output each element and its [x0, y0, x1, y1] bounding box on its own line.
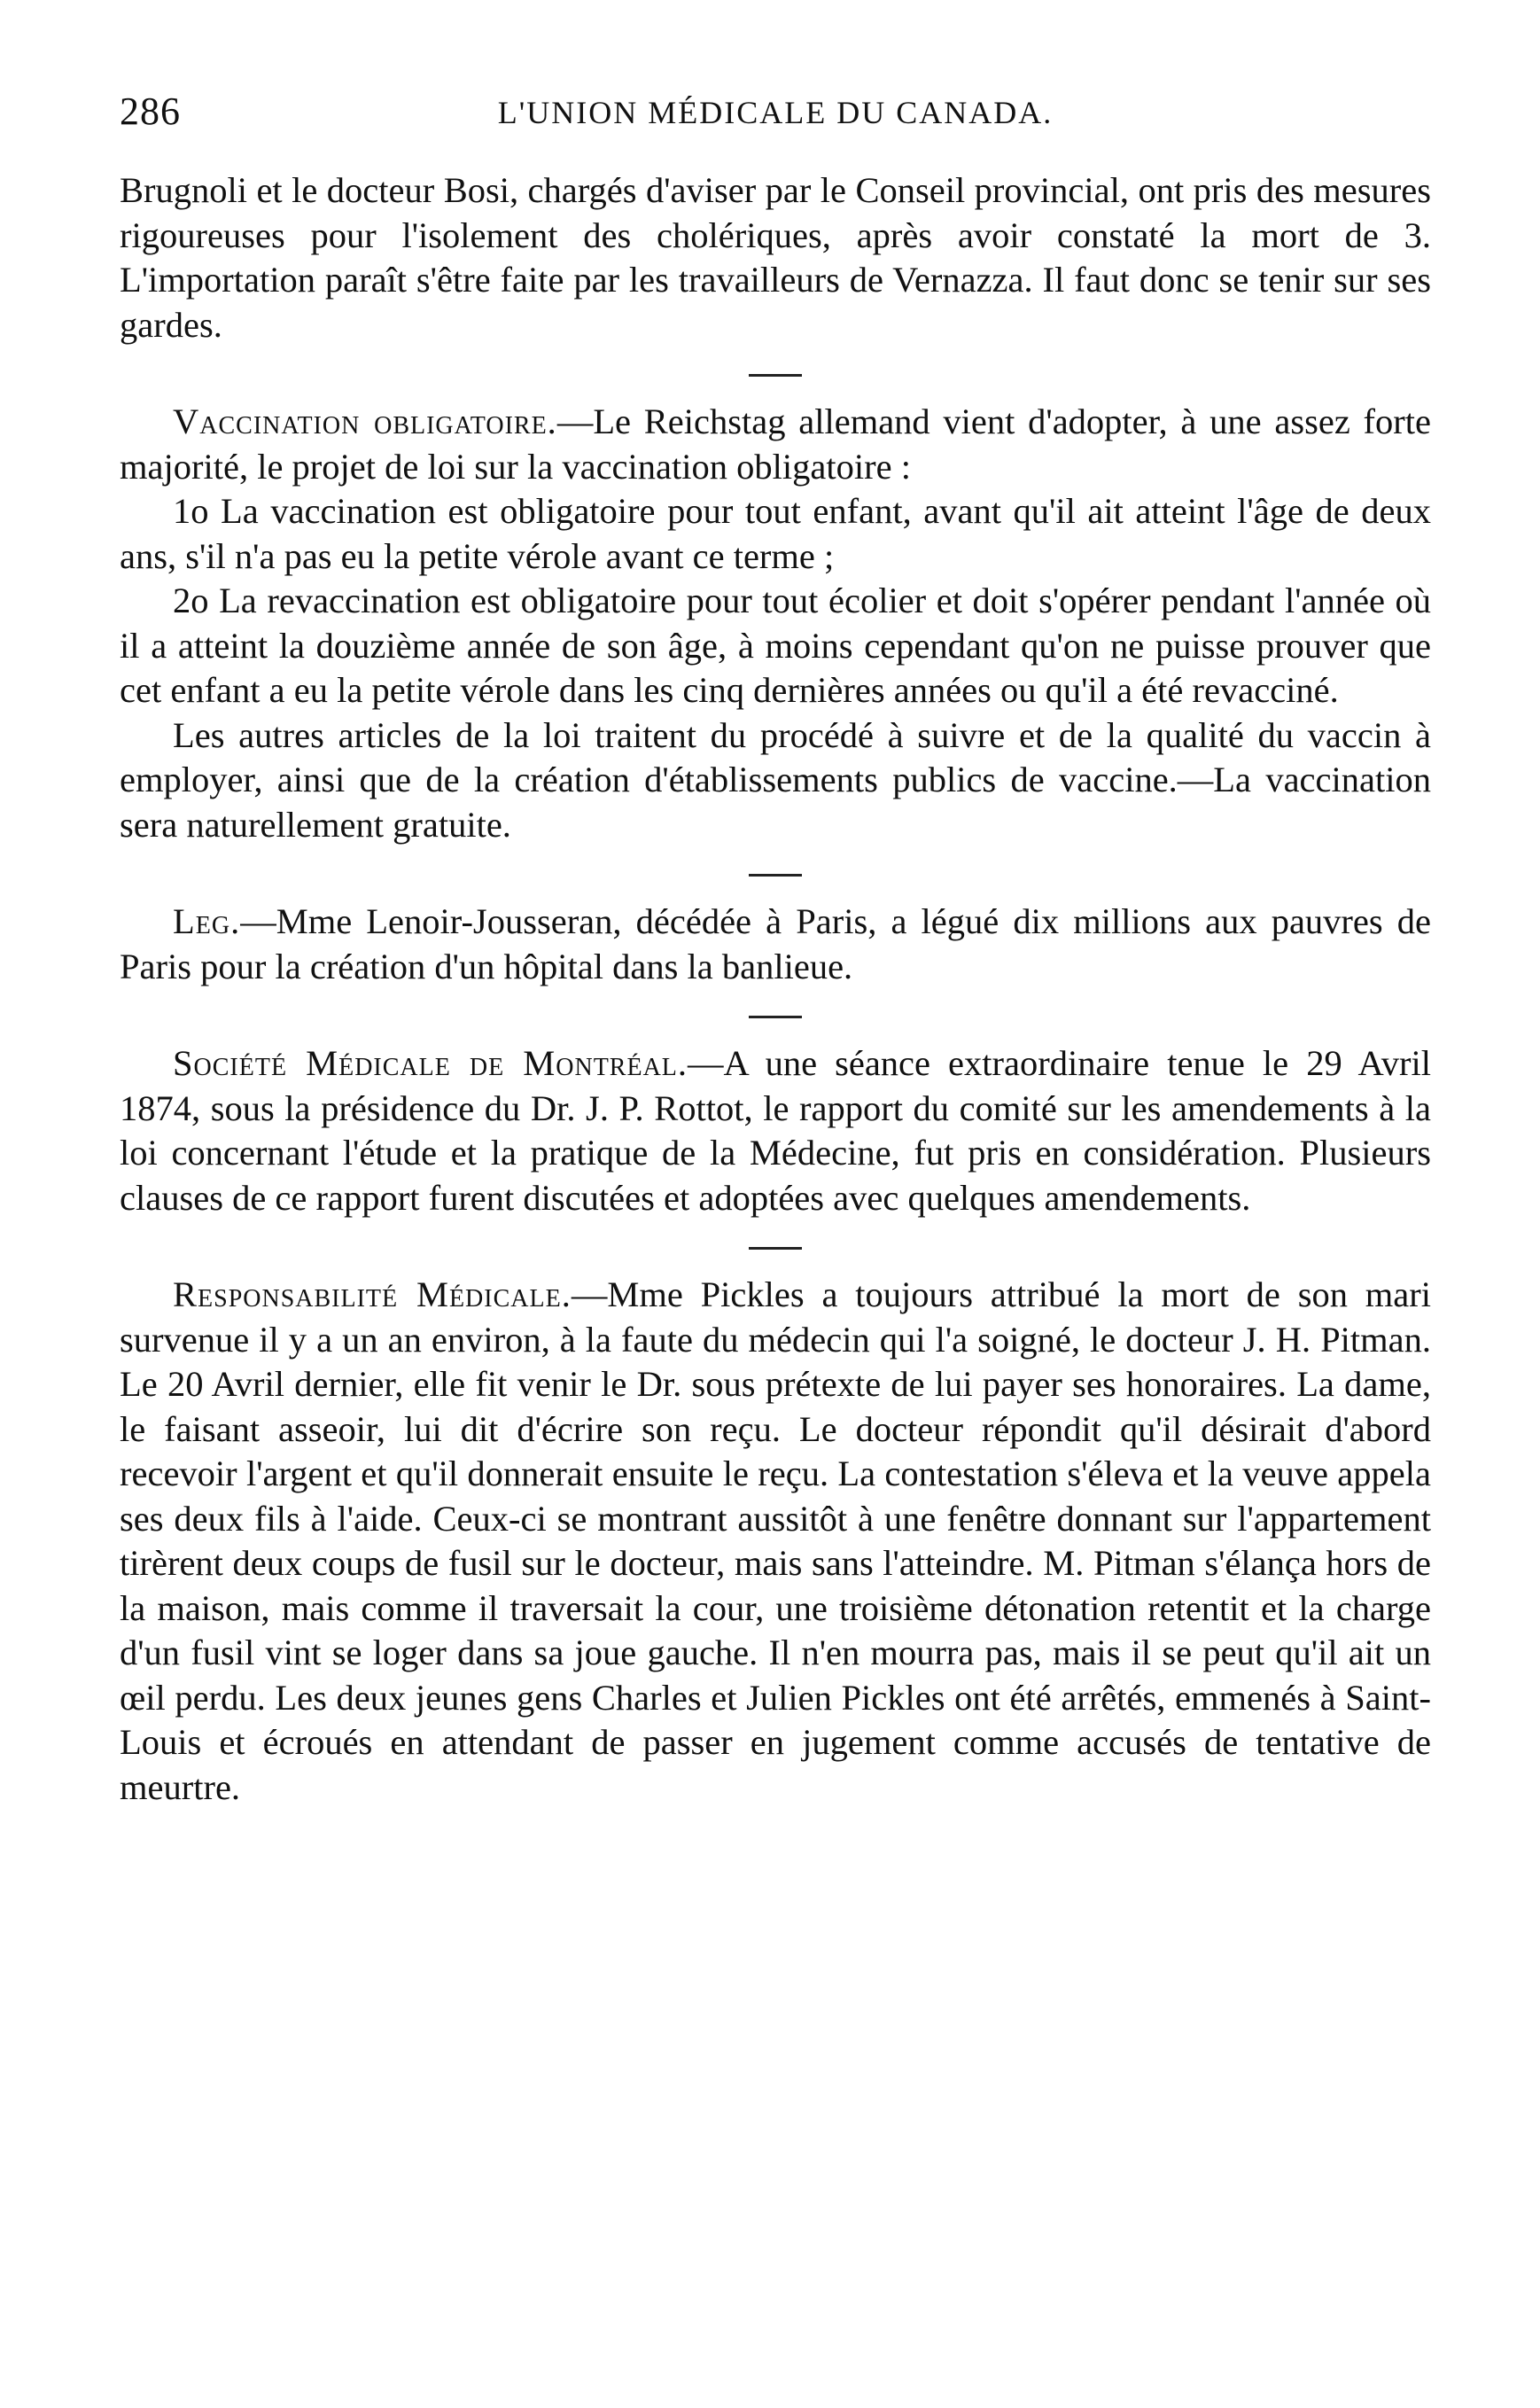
article-heading: Société Médicale de Montréal.	[173, 1043, 688, 1083]
journal-title: L'UNION MÉDICALE DU CANADA.	[497, 95, 1054, 130]
article-lead-text: —Mme Pickles a toujours attribué la mort de son mari survenue il y a un an environ, à la faute du médecin qui l'a soigné, le docteur J. H. Pitman. Le 20 Avril dernier, elle fit venir le Dr. sous prétexte de lui payer ses honoraires. La dame, le faisant asseoir, lui dit d'écrire son reçu. Le docteur répondit qu'il désirait d'abord recevoir l'argent et qu'il donnerait ensuite le reçu. La contestation s'éleva et la veuve appela ses deux fils à l'aide. Ceux-ci se montrant aussitôt à une fenêtre donnant sur l'appartement tirèrent deux coups de fusil sur le docteur, mais sans l'atteindre. M. Pitman s'élança hors de la maison, mais comme il traversait la cour, une troisième détonation retentit et la charge d'un fusil vint se loger dans sa joue gauche. Il n'en mourra pas, mais il se peut qu'il ait un œil perdu. Les deux jeunes gens Charles et Julien Pickles ont été arrêtés, emmenés à Saint-Louis et écroués en attendant de passer en jugement comme accusés de tentative de meurtre.	[120, 1274, 1431, 1807]
body-paragraph: 1o La vaccination est obligatoire pour tout enfant, avant qu'il ait atteint l'âge de deux ans, s'il n'a pas eu la petite vérole avant ce terme ;	[120, 491, 1431, 576]
article-heading: Leg.	[173, 901, 241, 941]
article-leg	[120, 900, 1431, 989]
article-lead-text: —Mme Lenoir-Jousseran, décédée à Paris, a légué dix millions aux pauvres de Paris pour la création d'un hôpital dans la banlieue.	[120, 901, 1431, 986]
article-vaccination	[120, 400, 1431, 847]
page-number: 286	[120, 90, 181, 133]
article-heading: Responsabilité Médicale.	[173, 1274, 572, 1314]
article-societe-medicale	[120, 1041, 1431, 1220]
section-separator	[749, 1016, 802, 1018]
section-separator	[749, 374, 802, 377]
article-lead-text: —A une séance extraordinaire tenue le 29 Avril 1874, sous la présidence du Dr. J. P. Rottot, le rapport du comité sur les amendements à la loi concernant l'étude et la pratique de la Médecine, fut pris en considération. Plusieurs clauses de ce rapport furent discutées et adoptées avec quelques amendements.	[120, 1043, 1431, 1218]
article-responsabilite-medicale	[120, 1273, 1431, 1810]
article-lead-paragraph	[120, 400, 1431, 489]
running-head	[120, 89, 1431, 168]
body-paragraph: Brugnoli et le docteur Bosi, chargés d'aviser par le Conseil provincial, ont pris des mesures rigoureuses pour l'isolement des cholériques, après avoir constaté la mort de 3. L'importation paraît s'être faite par les travailleurs de Vernazza. Il faut donc se tenir sur ses gardes.	[120, 170, 1431, 345]
article-lead-paragraph	[120, 900, 1431, 989]
section-separator	[749, 1247, 802, 1250]
section-separator	[749, 874, 802, 877]
article-heading: Vaccination obligatoire.	[173, 401, 557, 441]
article-lead-text: —Le Reichstag allemand vient d'adopter, à une assez forte majorité, le projet de loi sur la vaccination obligatoire :	[120, 401, 1431, 487]
body-paragraph: 2o La revaccination est obligatoire pour tout écolier et doit s'opérer pendant l'année où il a atteint la douzième année de son âge, à moins cependant qu'on ne puisse prouver que cet enfant a eu la petite vérole dans les cinq dernières années ou qu'il a été revacciné.	[120, 581, 1431, 710]
article-lead-paragraph	[120, 1273, 1431, 1810]
article-lead-paragraph	[120, 1041, 1431, 1220]
body-paragraph: Les autres articles de la loi traitent du procédé à suivre et de la qualité du vaccin à employer, ainsi que de la création d'établissements publics de vaccine.—La vaccination sera naturellement gratuite.	[120, 714, 1431, 845]
document-page	[120, 89, 1431, 1810]
article-continuation	[120, 168, 1431, 347]
